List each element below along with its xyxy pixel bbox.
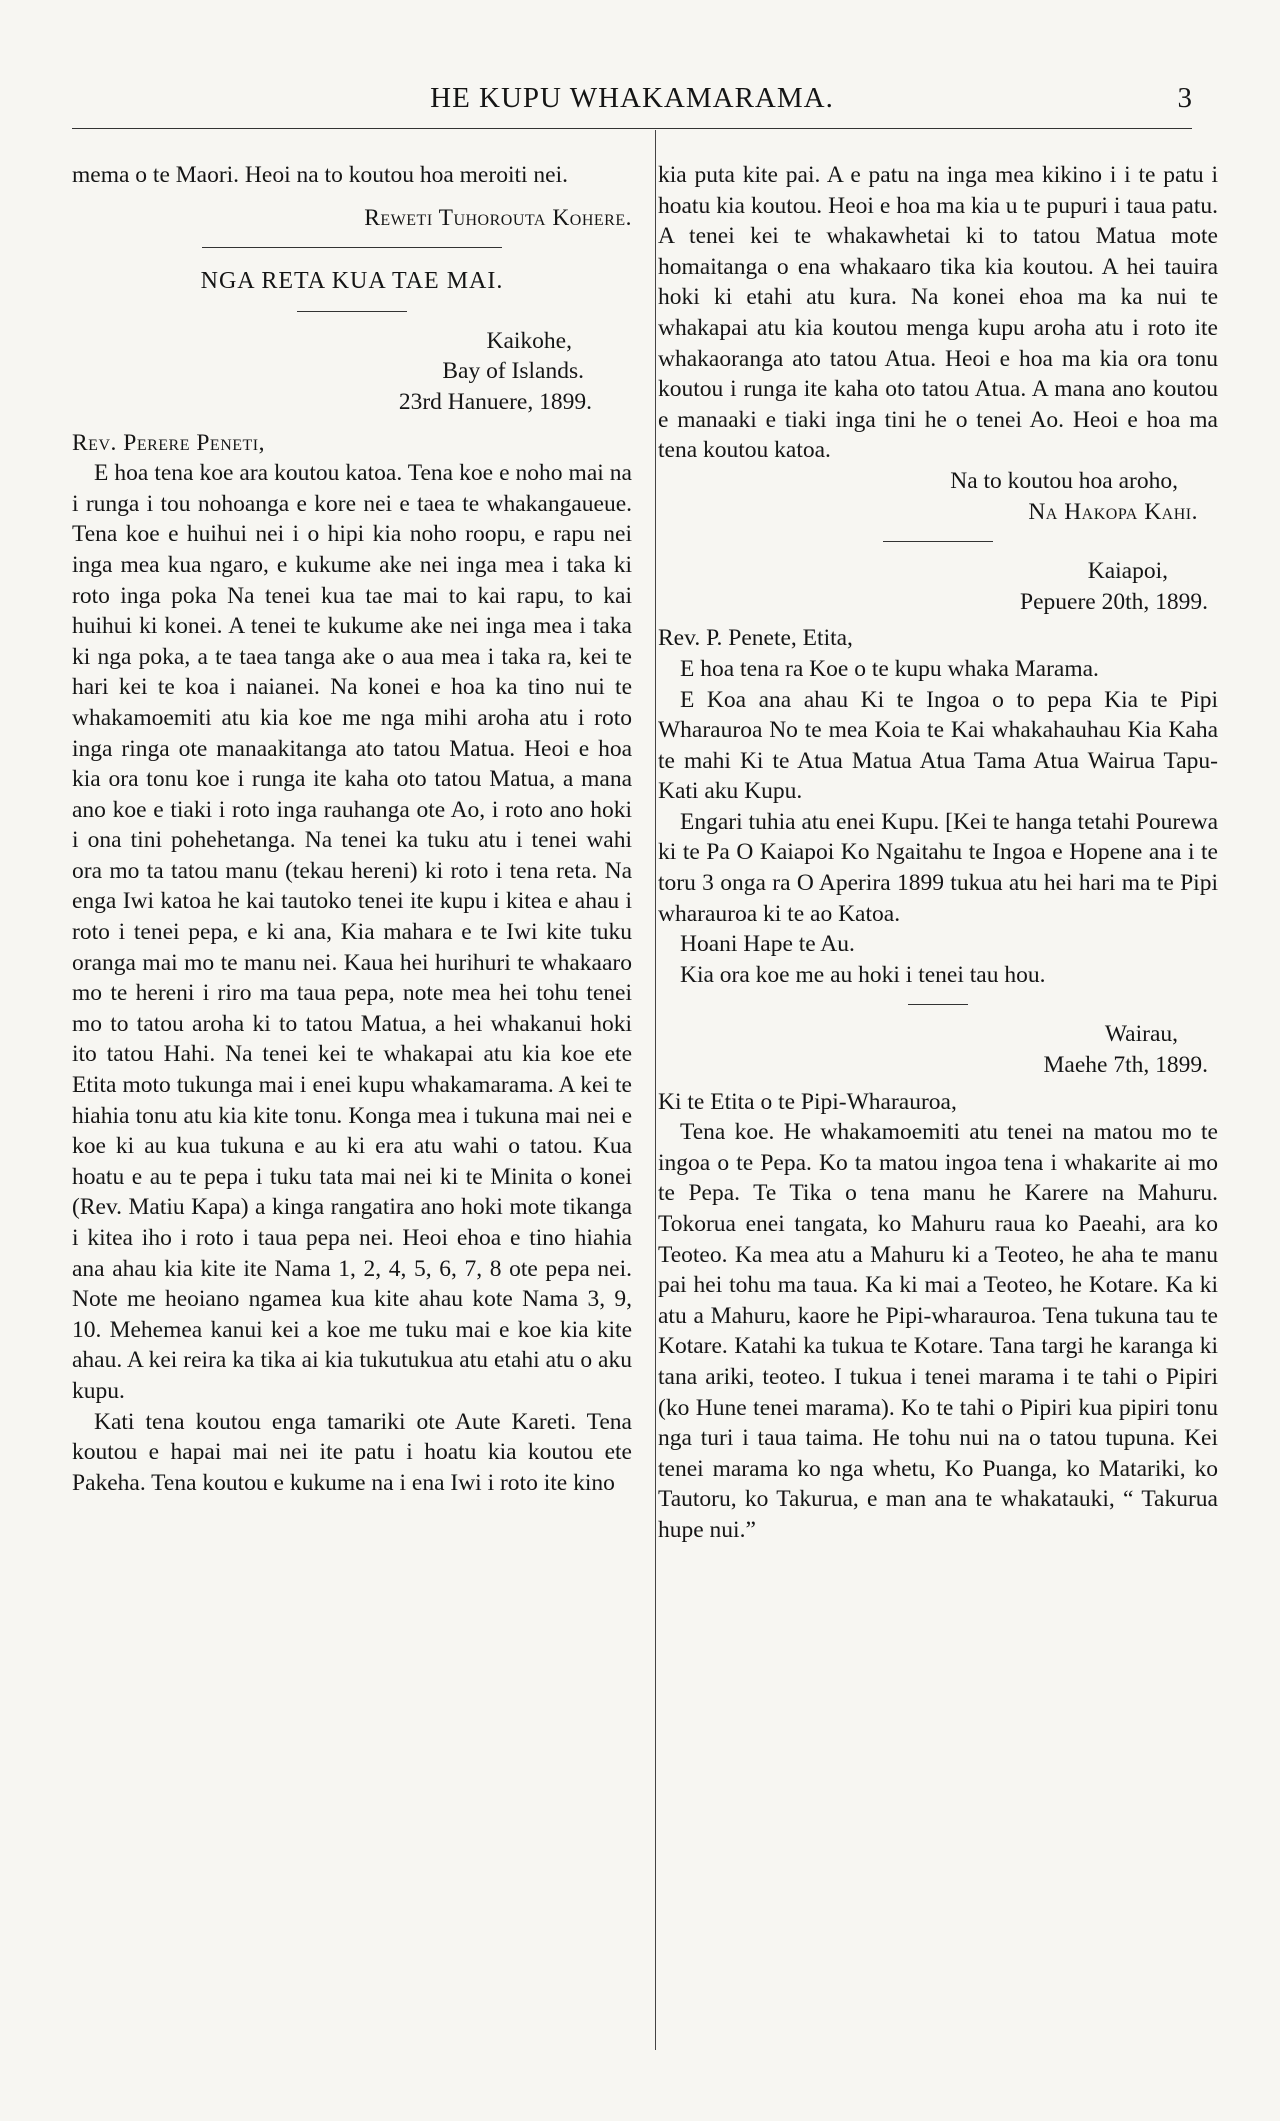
letter-salutation: Rev. Perere Peneti, xyxy=(72,429,266,456)
section-rule xyxy=(908,1004,968,1005)
page-number: 3 xyxy=(1177,82,1192,114)
letter-date: Maehe 7th, 1899. xyxy=(1043,1052,1208,1079)
section-rule xyxy=(297,311,407,312)
right-column xyxy=(658,160,1218,1546)
paragraph: E hoa tena koe ara koutou katoa. Tena koe e noho mai na i runga i tou nohoanga e kore nei e taea te whakangaueue. Tena koe e huihui nei i o hipi kia noho roopu, e rapu nei inga mea kua ngaro, e kukume ake nei inga mea i taka ki roto inga poka Na tenei kua tae mai to kai rapu, to kai huihui ki konei. A tenei te kukume ake nei inga mea i taka ki nga poka, a te taea tanga ake o aua mea i taka ra, kei te hari kei te koa i naianei. Na konei e hoa ka tino nui te whakamoemiti atu kia koe me nga mihi aroha atu i roto inga ringa ote manaakitanga ato tatou Matua. Heoi e hoa kia ora tonu koe i runga ite kaha oto tatou Matua, a mana ano koe e tiaki i roto inga rauhanga ote Ao, i roto ano hoki i ona tini pohehetanga. Na tenei ka tuku atu i tenei wahi ora mo ta tatou manu (tekau hereni) ki roto i tena reta. Na enga Iwi katoa he kai tautoko tenei ite kupu i kitea e ahau i roto i tenei pepa, e ki ana, Kia mahara e te Iwi kite tuku oranga mai mo te manu nei. Kaua hei hurihuri te whakaaro mo te hereni i riro ma taua pepa, note mea hei tohu tenei mo to tatou aroha ki to tatou Matua, a hei whakanui hoki ito tatou Hahi. Na tenei kei te whakapai atu kia koe ete Etita moto tukunga mai i enei kupu whakamarama. A kei te hiahia tonu atu kia kite tonu. Konga mea i tukuna mai nei e koe ki au kua tukuna e au ki era atu wahi o tatou. Kua hoatu e au te pepa i tuku tata mai nei ki te Minita o konei (Rev. Matiu Kapa) a kinga rangatira ano hoki mote tikanga i kitea iho i roto i taua pepa nei. Heoi ehoa e tino hiahia ana ahau kia kite ite Nama 1, 2, 4, 5, 6, 7, 8 ote pepa nei. Note me heoiano ngamea kua kite ahau kote Nama 3, 9, 10. Mehemea kanui kei a koe me tuku mai e koe kia kite ahau. A kei reira ka tika ai kia tukutukua atu etahi atu o aku kupu. xyxy=(72,460,632,1404)
signature: Reweti Tuhorouta Kohere. xyxy=(364,204,632,231)
paragraph: Hoani Hape te Au. xyxy=(680,931,855,958)
paragraph: Kati tena koutou enga tamariki ote Aute Kareti. Tena koutou e hapai mai nei ite patu i hoatu kia koutou ete Pakeha. Tena koutou e kukume na i ena Iwi i roto ite kino xyxy=(72,1408,632,1496)
letter-place: Wairau, xyxy=(1104,1021,1178,1048)
letter-place: Kaiapoi, xyxy=(1087,558,1168,585)
page-title: HE KUPU WHAKAMARAMA. xyxy=(430,82,834,114)
letter-closing: Na to koutou hoa aroho, xyxy=(950,467,1178,494)
letter-place-2: Bay of Islands. xyxy=(442,358,584,385)
page-header xyxy=(72,78,1192,122)
paragraph: kia puta kite pai. A e patu na inga mea kikino i i te patu i hoatu kia koutou. Heoi e hoa ma kia u te pupuri i taua patu. A tenei kei te whakawhetai ki to tatou Matua mote homaitanga o ena whakaaro tika kia koutou. A hei tauira hoki ki etahi atu kura. Na konei ehoa ma ka nui te whakapai atu kia koutou menga kupu aroha atu i roto ite whakaoranga ato tatou Atua. Heoi e hoa ma kia ora tonu koutou i runga ite kaha oto tatou Atua. A mana ano koutou e manaaki e tiaki inga tini he o tenei Ao. Heoi e hoa ma tena koutou katoa. xyxy=(658,162,1218,464)
letter-salutation: Ki te Etita o te Pipi-Wharauroa, xyxy=(658,1088,957,1115)
paragraph: mema o te Maori. Heoi na to koutou hoa meroiti nei. xyxy=(72,162,568,188)
left-column xyxy=(72,160,632,1498)
letter-date: 23rd Hanuere, 1899. xyxy=(398,388,592,415)
paragraph: Tena koe. He whakamoemiti atu tenei na matou mo te ingoa o te Pepa. Ko ta matou ingoa tena i whakarite ai mo te Pepa. Te Tika o tena manu he Karere na Mahuru. Tokorua enei tangata, ko Mahuru raua ko Paeahi, ara ko Teoteo. Ka mea atu a Mahuru ki a Teoteo, he aha te manu pai hei tohu ma taua. Ka ki mai a Teoteo, he Kotare. Ka ki atu a Mahuru, kaore he Pipi-wharauroa. Tena tukuna tau te Kotare. Katahi ka tukua te Kotare. Tana targi he karanga ki tana ariki, teoteo. I tukua i tenei marama i te tahi o Pipiri (ko Hune tenei marama). Ko te tahi o Pipiri kua pipiri tonu nga turi i taua taima. He tohu nui na o tatou tupuna. Kei tenei marama ko nga whetu, Ko Puanga, ko Matariki, ko Tautoru, ko Takurua, e man ana te whakatauki, “ Takurua hupe nui.” xyxy=(658,1119,1218,1543)
letter-date: Pepuere 20th, 1899. xyxy=(1020,588,1208,615)
letter-place: Kaikohe, xyxy=(486,327,572,354)
paragraph: Kia ora koe me au hoki i tenei tau hou. xyxy=(680,961,1046,988)
header-rule xyxy=(72,128,1192,129)
section-rule xyxy=(883,541,993,542)
letter-salutation: Rev. P. Penete, Etita, xyxy=(658,625,853,652)
signature: Na Hakopa Kahi. xyxy=(1028,498,1198,525)
paragraph: E Koa ana ahau Ki te Ingoa o to pepa Kia te Pipi Wharauroa No te mea Koia te Kai whakahauhau Kia Kaha te mahi Ki te Atua Matua Atua Tama Atua Wairua Tapu-Kati aku Kupu. xyxy=(658,686,1218,805)
section-rule xyxy=(202,247,502,248)
section-heading: NGA RETA KUA TAE MAI. xyxy=(200,268,504,295)
paragraph: E hoa tena ra Koe o te kupu whaka Marama. xyxy=(680,655,1099,682)
paragraph: Engari tuhia atu enei Kupu. [Kei te hanga tetahi Pourewa ki te Pa O Kaiapoi Ko Ngaitahu te Ingoa e Hopene ana i te toru 3 onga ra O Aperira 1899 tukua atu hei hari ma te Pipi wharauroa ki te ao Katoa. xyxy=(658,808,1218,927)
column-divider xyxy=(655,130,656,2050)
